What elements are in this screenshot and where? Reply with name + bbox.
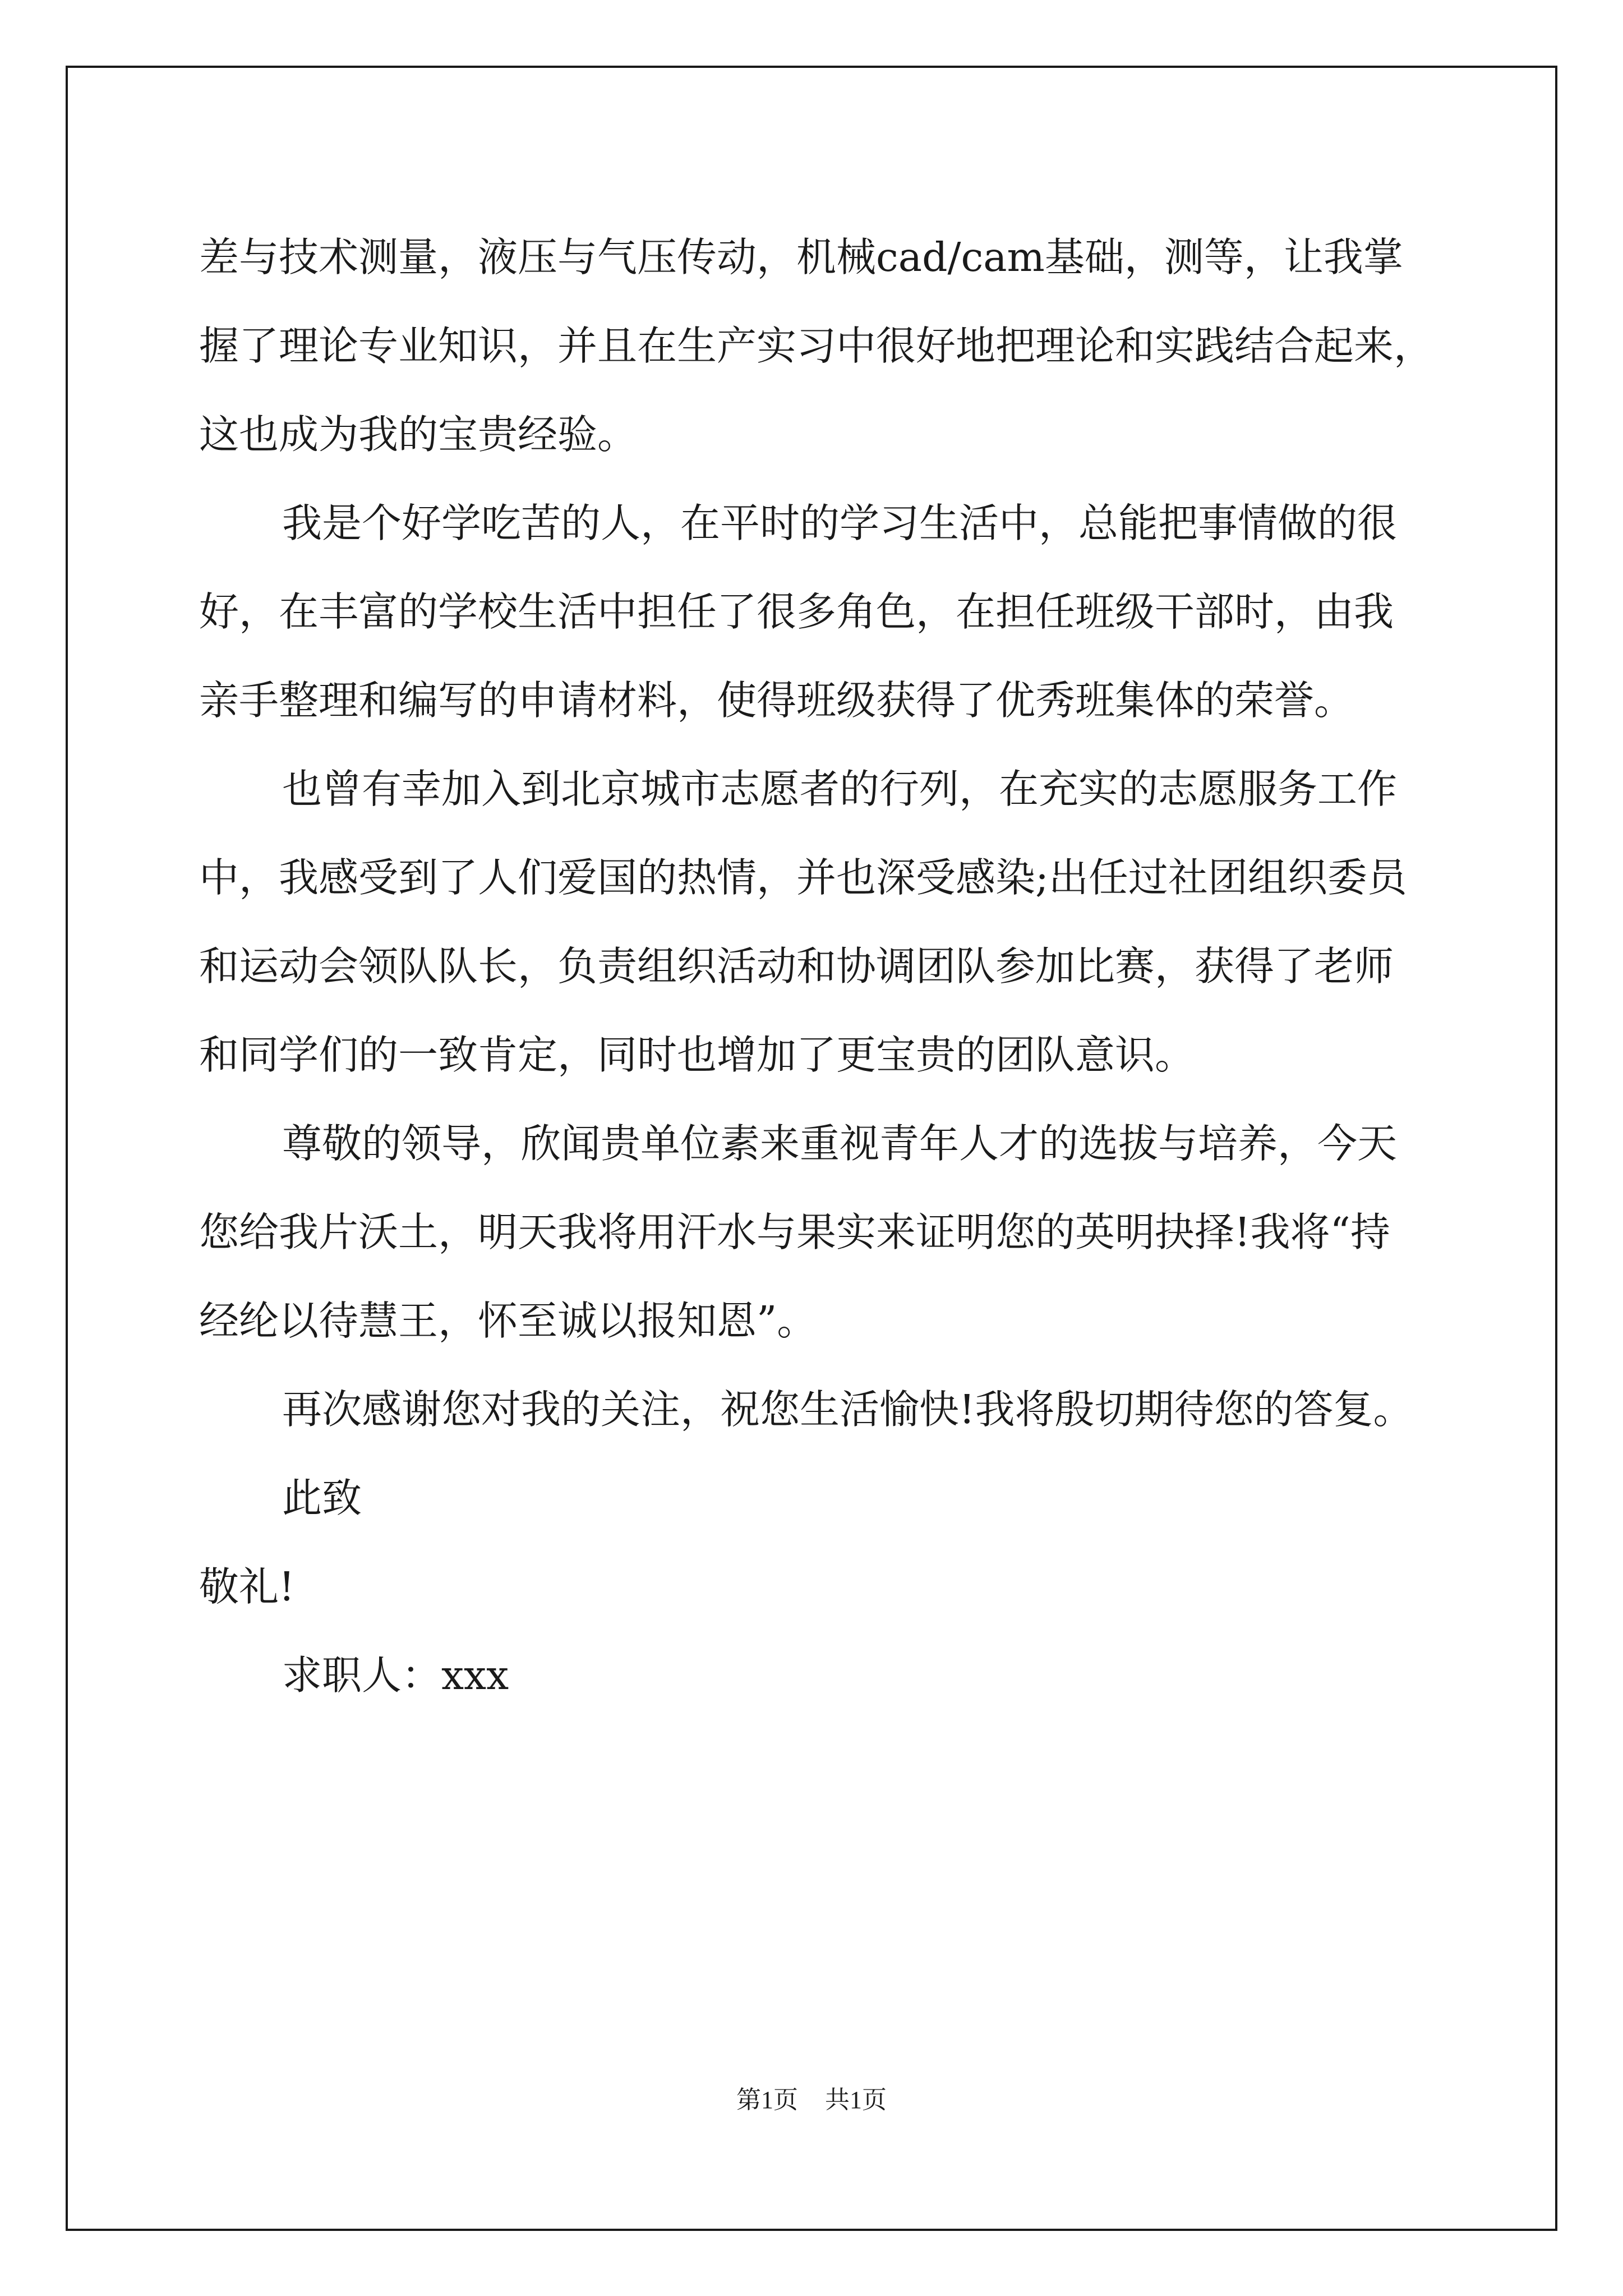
text-line-1: 差与技术测量，液压与气压传动，机械cad/cam基础，测等，让我掌 [199,234,1403,280]
text-line-8: 中，我感受到了人们爱国的热情，并也深受感染;出任过社团组织委员 [199,854,1407,901]
text-line-9: 和运动会领队队长，负责组织活动和协调团队参加比赛，获得了老师 [199,943,1394,990]
text-line-14: 再次感谢您对我的关注，祝您生活愉快!我将殷切期待您的答复。 [282,1386,1413,1433]
letter-body [199,213,1489,1720]
text-line-4: 我是个好学吃苦的人，在平时的学习生活中，总能把事情做的很 [282,500,1398,546]
text-line-11: 尊敬的领导，欣闻贵单位素来重视青年人才的选拔与培养，今天 [282,1120,1398,1167]
page-footer [0,2083,1623,2117]
closing-regards: 敬礼! [199,1563,295,1610]
text-line-10: 和同学们的一致肯定，同时也增加了更宝贵的团队意识。 [199,1032,1195,1078]
text-line-13: 经纶以待慧王，怀至诚以报知恩”。 [199,1297,817,1344]
text-line-6: 亲手整理和编写的申请材料，使得班级获得了优秀班集体的荣誉。 [199,677,1354,724]
page-number-current: 第1页 [736,2086,798,2114]
text-line-5: 好，在丰富的学校生活中担任了很多角色，在担任班级干部时，由我 [199,588,1394,635]
applicant-signature: 求职人：xxx [282,1652,509,1699]
text-line-12: 您给我片沃土，明天我将用汗水与果实来证明您的英明抉择!我将“持 [199,1209,1390,1255]
page-number-total: 共1页 [825,2086,887,2114]
text-line-2: 握了理论专业知识，并且在生产实习中很好地把理论和实践结合起来， [199,323,1434,369]
text-line-7: 也曾有幸加入到北京城市志愿者的行列，在充实的志愿服务工作 [282,766,1398,812]
text-line-3: 这也成为我的宝贵经验。 [199,411,638,458]
closing-salutation: 此致 [282,1475,362,1521]
